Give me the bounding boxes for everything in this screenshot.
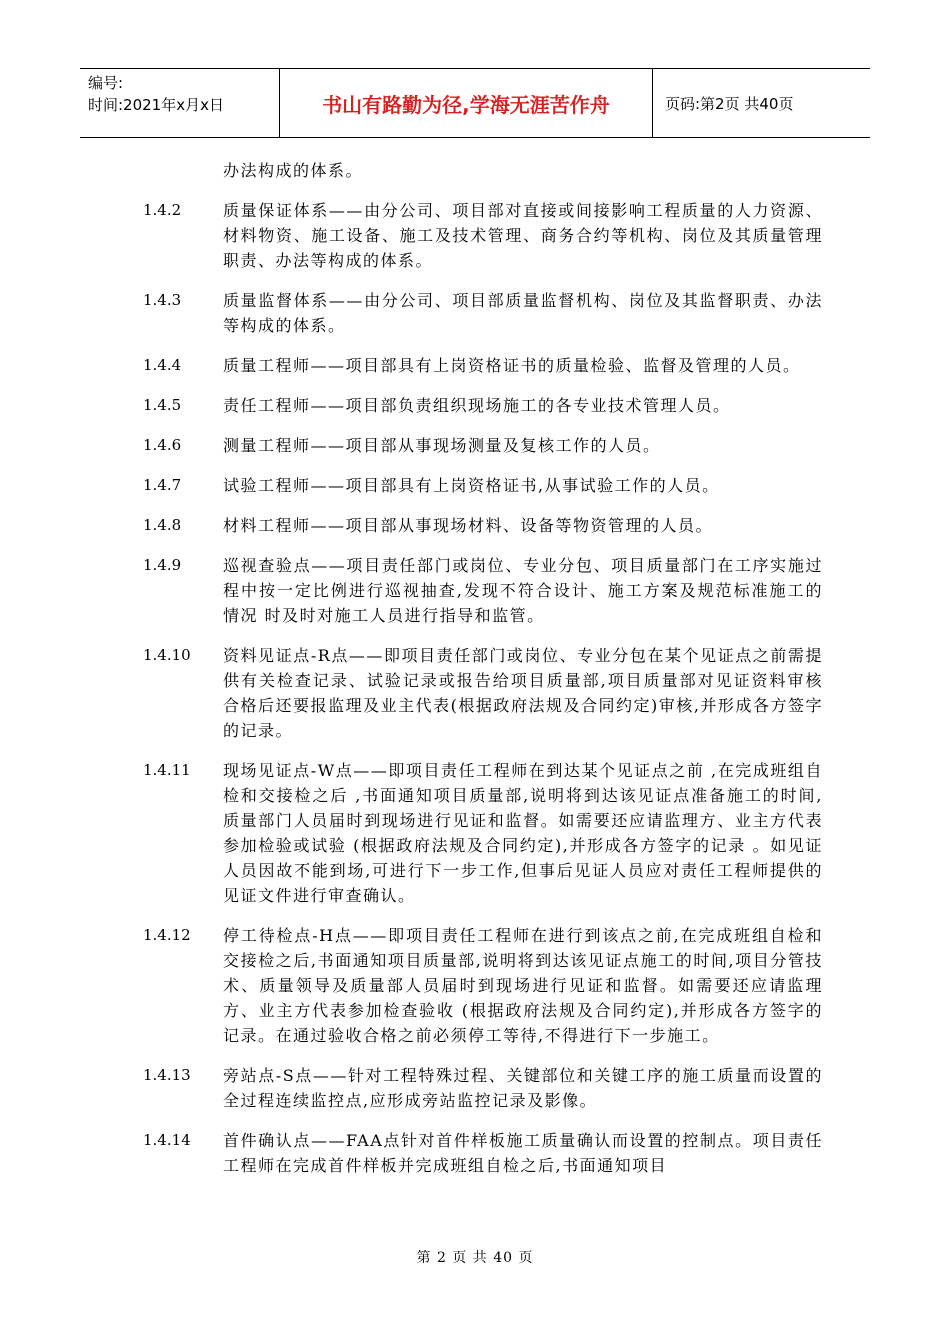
item-text: 测量工程师——项目部从事现场测量及复核工作的人员。 <box>223 436 661 455</box>
item-text: 现场见证点-W点——即项目责任工程师在到达某个见证点之前 ,在完成班组自检和交接检之后 ,书面通知项目质量部,说明将到达该见证点准备施工的时间,质量部门人员届时到现场进行见证和监督。如需要还应请监理方、业主方代表参加检验或试验 (根据政府法规及合同约定),并形成各方签字的记录 。如见证人员因故不能到场,可进行下一步工作,但事后见证人员应对责任工程师提供的见证文件进行审查确认。 <box>223 761 823 905</box>
document-number-label: 编号: <box>88 74 124 92</box>
item-text: 旁站点-S点——针对工程特殊过程、关键部位和关键工序的施工质量而设置的全过程连续监控点,应形成旁站监控记录及影像。 <box>223 1066 823 1110</box>
item-text: 巡视查验点——项目责任部门或岗位、专业分包、项目质量部门在工序实施过程中按一定比例进行巡视抽查,发现不符合设计、施工方案及规范标准施工的情况 时及时对施工人员进行指导和监管。 <box>223 556 823 625</box>
list-item <box>143 433 823 458</box>
item-text: 责任工程师——项目部负责组织现场施工的各专业技术管理人员。 <box>223 396 731 415</box>
list-item <box>143 393 823 418</box>
page-header <box>80 68 870 138</box>
header-page-number: 页码:第2页 共40页 <box>665 94 794 113</box>
item-text: 质量保证体系——由分公司、项目部对直接或间接影响工程质量的人力资源、材料物资、施工设备、施工及技术管理、商务合约等机构、岗位及其质量管理职责、办法等构成的体系。 <box>223 201 823 270</box>
list-item <box>143 923 823 1048</box>
item-number: 1.4.13 <box>143 1066 191 1084</box>
document-body <box>143 158 823 1193</box>
item-number: 1.4.12 <box>143 926 191 944</box>
item-number: 1.4.10 <box>143 646 191 664</box>
list-item <box>143 1128 823 1178</box>
list-item <box>143 643 823 743</box>
item-number: 1.4.9 <box>143 556 182 574</box>
item-text: 试验工程师——项目部具有上岗资格证书,从事试验工作的人员。 <box>223 476 720 495</box>
item-text: 质量监督体系——由分公司、项目部质量监督机构、岗位及其监督职责、办法等构成的体系。 <box>223 291 823 335</box>
item-number: 1.4.8 <box>143 516 182 534</box>
page-footer: 第 2 页 共 40 页 <box>416 1250 534 1266</box>
item-text: 材料工程师——项目部从事现场材料、设备等物资管理的人员。 <box>223 516 714 535</box>
list-item <box>143 198 823 273</box>
list-item <box>143 553 823 628</box>
item-number: 1.4.4 <box>143 356 182 374</box>
item-text: 停工待检点-H点——即项目责任工程师在进行到该点之前,在完成班组自检和交接检之后,书面通知项目质量部,说明将到达该见证点施工的时间,项目分管技术、质量领导及质量部人员届时到现场进行见证和监督。如需要还应请监理方、业主方代表参加检查验收 (根据政府法规及合同约定),并形成各方签字的记录。在通过验收合格之前必须停工等待,不得进行下一步施工。 <box>223 926 823 1045</box>
item-text: 首件确认点——FAA点针对首件样板施工质量确认而设置的控制点。项目责任工程师在完成首件样板并完成班组自检之后,书面通知项目 <box>223 1131 823 1175</box>
list-item <box>143 758 823 908</box>
item-text: 质量工程师——项目部具有上岗资格证书的质量检验、监督及管理的人员。 <box>223 356 801 375</box>
list-item <box>143 288 823 338</box>
continuation-text: 办法构成的体系。 <box>223 161 364 180</box>
item-number: 1.4.7 <box>143 476 182 494</box>
item-number: 1.4.6 <box>143 436 182 454</box>
item-number: 1.4.2 <box>143 201 182 219</box>
item-number: 1.4.14 <box>143 1131 191 1149</box>
header-meta-cell <box>80 69 280 137</box>
list-item <box>143 513 823 538</box>
item-number: 1.4.5 <box>143 396 182 414</box>
item-text: 资料见证点-R点——即项目责任部门或岗位、专业分包在某个见证点之前需提供有关检查记录、试验记录或报告给项目质量部,项目质量部对见证资料审核合格后还要报监理及业主代表(根据政府法规及合同约定)审核,并形成各方签字的记录。 <box>223 646 823 740</box>
item-number: 1.4.11 <box>143 761 191 779</box>
document-date-label: 时间:2021年x月x日 <box>88 96 224 114</box>
item-number: 1.4.3 <box>143 291 182 309</box>
header-motto: 书山有路勤为径,学海无涯苦作舟 <box>280 69 653 137</box>
list-item <box>143 473 823 498</box>
list-item <box>143 1063 823 1113</box>
list-item <box>143 353 823 378</box>
